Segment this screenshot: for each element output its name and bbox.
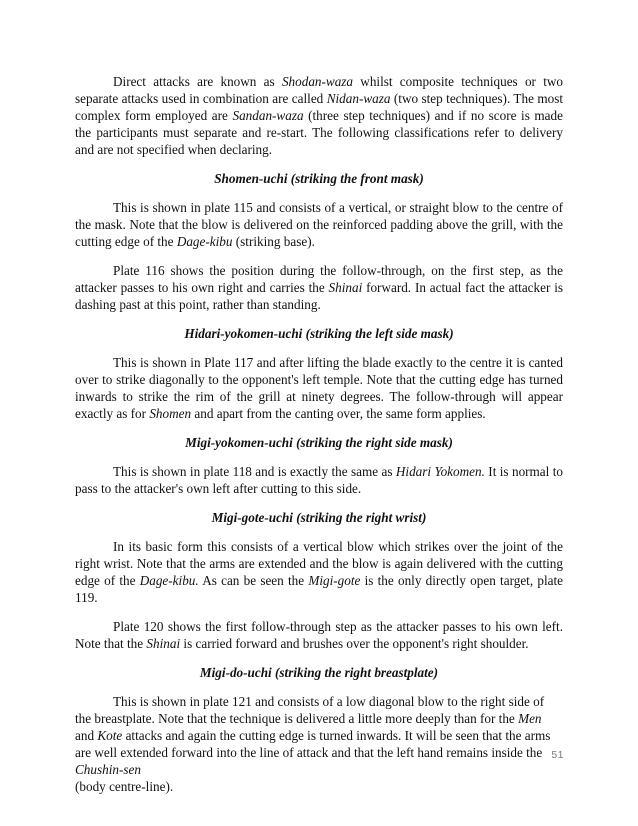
text-run: As can be seen the xyxy=(198,573,309,588)
text-run: It is normal to pass to the attacker's own left after cutting to this side. xyxy=(75,464,563,496)
paragraph-migi-yokomen xyxy=(75,463,563,497)
text-run: and apart from the canting over, the same form applies. xyxy=(191,406,486,421)
heading-migi-yokomen-uchi: Migi-yokomen-uchi (striking the right side mask) xyxy=(185,435,453,450)
paragraph-migi-gote-plate-120 xyxy=(75,618,563,652)
term-kote: Kote xyxy=(97,728,123,743)
text-run: This is shown in plate 118 and is exactly the same as xyxy=(113,464,396,479)
paragraph-migi-gote-basic xyxy=(75,538,563,606)
text-run: and xyxy=(75,728,98,743)
text-run: This is shown in Plate 117 and after lifting the blade exactly to the centre it is canted over to strike diagonally to the opponent's left temple. Note that the cutting edge has turned inwards to strike the rim of the grill at ninety degrees. The follow-through will appear exactly as for xyxy=(75,355,563,421)
term-migi-gote: Migi-gote xyxy=(308,573,361,588)
text-run: (two step techniques). The most complex form employed are xyxy=(75,91,563,123)
text-run: is the only directly open target, plate 119. xyxy=(75,573,563,605)
term-shinai: Shinai xyxy=(146,636,181,651)
term-shodan-waza: Shodan-waza xyxy=(281,74,354,89)
paragraph-shomen-plate-116 xyxy=(75,262,563,313)
term-nidan-waza: Nidan-waza xyxy=(326,91,391,106)
paragraph-hidari-yokomen xyxy=(75,354,563,422)
text-run: This is shown in plate 115 and consists of a vertical, or straight blow to the centre of the mask. Note that the blow is delivered on the reinforced padding above the grill, with the cutting edge of the xyxy=(75,200,563,249)
paragraph-migi-do xyxy=(75,693,563,795)
text-run: Plate 116 shows the position during the follow-through, on the first step, as the attacker passes to his own right and carries the xyxy=(75,263,563,295)
text-run: In its basic form this consists of a vertical blow which strikes over the joint of the right wrist. Note that the arms are extended and the blow is again delivered with the cutting edge of the xyxy=(75,539,563,588)
page-number: 51 xyxy=(551,749,564,761)
text-run: attacks and again the cutting edge is turned inwards. It will be seen that the arms are well extended forward into the line of attack and that the left hand remains inside the xyxy=(75,728,551,760)
paragraph-attack-types xyxy=(75,73,563,158)
term-hidari-yokomen: Hidari Yokomen. xyxy=(395,464,485,479)
text-run: Direct attacks are known as xyxy=(113,74,282,89)
term-sandan-waza: Sandan-waza xyxy=(232,108,304,123)
term-dage-kibu: Dage-kibu. xyxy=(139,573,199,588)
text-run: (three step techniques) and if no score is made the participants must separate and re-start. The following classifications refer to delivery and are not specified when declaring. xyxy=(75,108,563,157)
paragraph-shomen-plate-115 xyxy=(75,199,563,250)
term-dage-kibu: Dage-kibu xyxy=(176,234,233,249)
text-run: is carried forward and brushes over the opponent's right shoulder. xyxy=(180,636,529,651)
text-run: whilst composite techniques or two separate attacks used in combination are called xyxy=(75,74,564,106)
text-run: Plate 120 shows the first follow-through step as the attacker passes to his own left. Note that the xyxy=(75,619,563,651)
heading-migi-do-uchi: Migi-do-uchi (striking the right breastplate) xyxy=(199,665,439,680)
text-run: This is shown in plate 121 and consists of a low diagonal blow to the right side of the breastplate. Note that the technique is delivered a little more deeply than for the xyxy=(75,694,545,726)
heading-shomen-uchi: Shomen-uchi (striking the front mask) xyxy=(214,171,424,186)
text-run: (striking base). xyxy=(232,234,315,249)
term-chushin-sen: Chushin-sen xyxy=(75,762,141,777)
text-run: forward. In actual fact the attacker is dashing past at this point, rather than standing. xyxy=(75,280,563,312)
term-shomen: Shomen xyxy=(149,406,192,421)
term-shinai: Shinai xyxy=(328,280,363,295)
term-men: Men xyxy=(518,711,542,726)
page-content xyxy=(75,73,563,795)
text-run: (body centre-line). xyxy=(75,779,174,794)
heading-migi-gote-uchi: Migi-gote-uchi (striking the right wrist) xyxy=(211,510,427,525)
heading-hidari-yokomen-uchi: Hidari-yokomen-uchi (striking the left side mask) xyxy=(184,326,454,341)
